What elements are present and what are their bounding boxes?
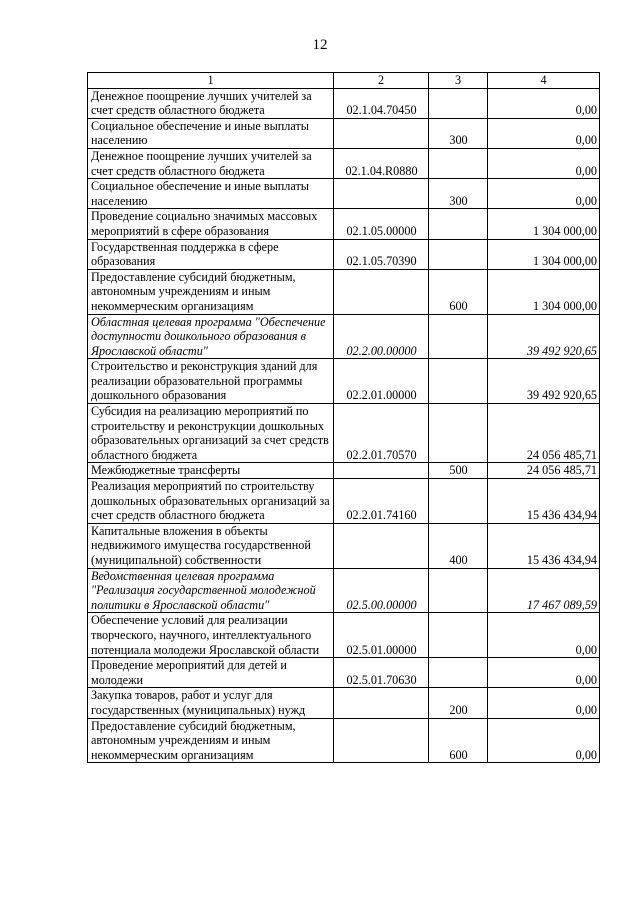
table-row bbox=[88, 718, 600, 763]
table-row bbox=[88, 404, 600, 463]
table-row bbox=[88, 88, 600, 118]
row-code-cell bbox=[334, 718, 429, 763]
table-row bbox=[88, 359, 600, 404]
table-row bbox=[88, 568, 600, 613]
row-name-cell: Закупка товаров, работ и услуг для государственных (муниципальных) нужд bbox=[88, 688, 334, 718]
table-row bbox=[88, 479, 600, 524]
table-row bbox=[88, 179, 600, 209]
row-name-cell: Субсидия на реализацию мероприятий по строительству и реконструкции дошкольных образовательных организаций за счет средств областного бюджета bbox=[88, 404, 334, 463]
row-type-cell bbox=[429, 359, 488, 404]
row-code-cell: 02.1.04.70450 bbox=[334, 88, 429, 118]
row-name-cell: Предоставление субсидий бюджетным, автономным учреждениям и иным некоммерческим организациям bbox=[88, 269, 334, 314]
row-code-cell bbox=[334, 688, 429, 718]
row-type-cell: 300 bbox=[429, 118, 488, 148]
table-row bbox=[88, 269, 600, 314]
row-sum-cell: 24 056 485,71 bbox=[488, 463, 600, 479]
row-type-cell bbox=[429, 658, 488, 688]
row-type-cell: 300 bbox=[429, 179, 488, 209]
row-sum-cell: 0,00 bbox=[488, 179, 600, 209]
row-code-cell bbox=[334, 179, 429, 209]
row-type-cell bbox=[429, 613, 488, 658]
row-code-cell bbox=[334, 118, 429, 148]
row-sum-cell: 1 304 000,00 bbox=[488, 269, 600, 314]
row-type-cell: 600 bbox=[429, 269, 488, 314]
budget-table bbox=[87, 72, 600, 763]
table-row bbox=[88, 239, 600, 269]
row-sum-cell: 0,00 bbox=[488, 118, 600, 148]
row-sum-cell: 17 467 089,59 bbox=[488, 568, 600, 613]
row-name-cell: Обеспечение условий для реализации творческого, научного, интеллектуального потенциала молодежи Ярославской области bbox=[88, 613, 334, 658]
row-name-cell: Строительство и реконструкция зданий для реализации образовательной программы дошкольного образования bbox=[88, 359, 334, 404]
row-code-cell bbox=[334, 523, 429, 568]
row-code-cell: 02.2.00.00000 bbox=[334, 314, 429, 359]
row-type-cell bbox=[429, 404, 488, 463]
header-cell-1: 1 bbox=[88, 73, 334, 89]
row-code-cell: 02.2.01.00000 bbox=[334, 359, 429, 404]
row-name-cell: Денежное поощрение лучших учителей за счет средств областного бюджета bbox=[88, 88, 334, 118]
row-sum-cell: 0,00 bbox=[488, 88, 600, 118]
table-row bbox=[88, 688, 600, 718]
row-sum-cell: 15 436 434,94 bbox=[488, 523, 600, 568]
table-header-row bbox=[88, 73, 600, 89]
row-type-cell: 600 bbox=[429, 718, 488, 763]
table-row bbox=[88, 613, 600, 658]
row-name-cell: Капитальные вложения в объекты недвижимого имущества государственной (муниципальной) собственности bbox=[88, 523, 334, 568]
row-type-cell bbox=[429, 239, 488, 269]
row-code-cell: 02.5.01.70630 bbox=[334, 658, 429, 688]
row-sum-cell: 39 492 920,65 bbox=[488, 359, 600, 404]
row-code-cell: 02.2.01.70570 bbox=[334, 404, 429, 463]
row-name-cell: Реализация мероприятий по строительству дошкольных образовательных организаций за счет средств областного бюджета bbox=[88, 479, 334, 524]
table-row bbox=[88, 658, 600, 688]
header-cell-4: 4 bbox=[488, 73, 600, 89]
row-code-cell: 02.2.01.74160 bbox=[334, 479, 429, 524]
row-name-cell: Социальное обеспечение и иные выплаты населению bbox=[88, 118, 334, 148]
row-name-cell: Проведение мероприятий для детей и молодежи bbox=[88, 658, 334, 688]
row-sum-cell: 0,00 bbox=[488, 688, 600, 718]
row-type-cell bbox=[429, 314, 488, 359]
row-code-cell: 02.1.04.R0880 bbox=[334, 148, 429, 178]
row-type-cell bbox=[429, 148, 488, 178]
table-row bbox=[88, 118, 600, 148]
row-type-cell: 200 bbox=[429, 688, 488, 718]
row-sum-cell: 24 056 485,71 bbox=[488, 404, 600, 463]
row-sum-cell: 0,00 bbox=[488, 148, 600, 178]
row-code-cell bbox=[334, 463, 429, 479]
row-name-cell: Областная целевая программа "Обеспечение доступности дошкольного образования в Ярославской области" bbox=[88, 314, 334, 359]
row-sum-cell: 0,00 bbox=[488, 718, 600, 763]
row-type-cell bbox=[429, 88, 488, 118]
row-sum-cell: 1 304 000,00 bbox=[488, 239, 600, 269]
row-type-cell: 400 bbox=[429, 523, 488, 568]
row-sum-cell: 39 492 920,65 bbox=[488, 314, 600, 359]
table-row bbox=[88, 148, 600, 178]
table-row bbox=[88, 209, 600, 239]
row-name-cell: Государственная поддержка в сфере образования bbox=[88, 239, 334, 269]
row-code-cell: 02.5.01.00000 bbox=[334, 613, 429, 658]
row-sum-cell: 0,00 bbox=[488, 613, 600, 658]
row-sum-cell: 15 436 434,94 bbox=[488, 479, 600, 524]
table-row bbox=[88, 314, 600, 359]
page-number: 12 bbox=[312, 37, 328, 53]
row-code-cell: 02.5.00.00000 bbox=[334, 568, 429, 613]
header-cell-3: 3 bbox=[429, 73, 488, 89]
row-code-cell bbox=[334, 269, 429, 314]
row-sum-cell: 1 304 000,00 bbox=[488, 209, 600, 239]
row-name-cell: Денежное поощрение лучших учителей за счет средств областного бюджета bbox=[88, 148, 334, 178]
row-name-cell: Проведение социально значимых массовых мероприятий в сфере образования bbox=[88, 209, 334, 239]
row-code-cell: 02.1.05.00000 bbox=[334, 209, 429, 239]
table-row bbox=[88, 523, 600, 568]
header-cell-2: 2 bbox=[334, 73, 429, 89]
row-type-cell bbox=[429, 479, 488, 524]
row-type-cell bbox=[429, 209, 488, 239]
row-name-cell: Предоставление субсидий бюджетным, автономным учреждениям и иным некоммерческим организациям bbox=[88, 718, 334, 763]
row-name-cell: Ведомственная целевая программа "Реализация государственной молодежной политики в Ярославской области" bbox=[88, 568, 334, 613]
row-type-cell bbox=[429, 568, 488, 613]
row-sum-cell: 0,00 bbox=[488, 658, 600, 688]
row-name-cell: Межбюджетные трансферты bbox=[88, 463, 334, 479]
row-type-cell: 500 bbox=[429, 463, 488, 479]
table-row bbox=[88, 463, 600, 479]
row-name-cell: Социальное обеспечение и иные выплаты населению bbox=[88, 179, 334, 209]
row-code-cell: 02.1.05.70390 bbox=[334, 239, 429, 269]
